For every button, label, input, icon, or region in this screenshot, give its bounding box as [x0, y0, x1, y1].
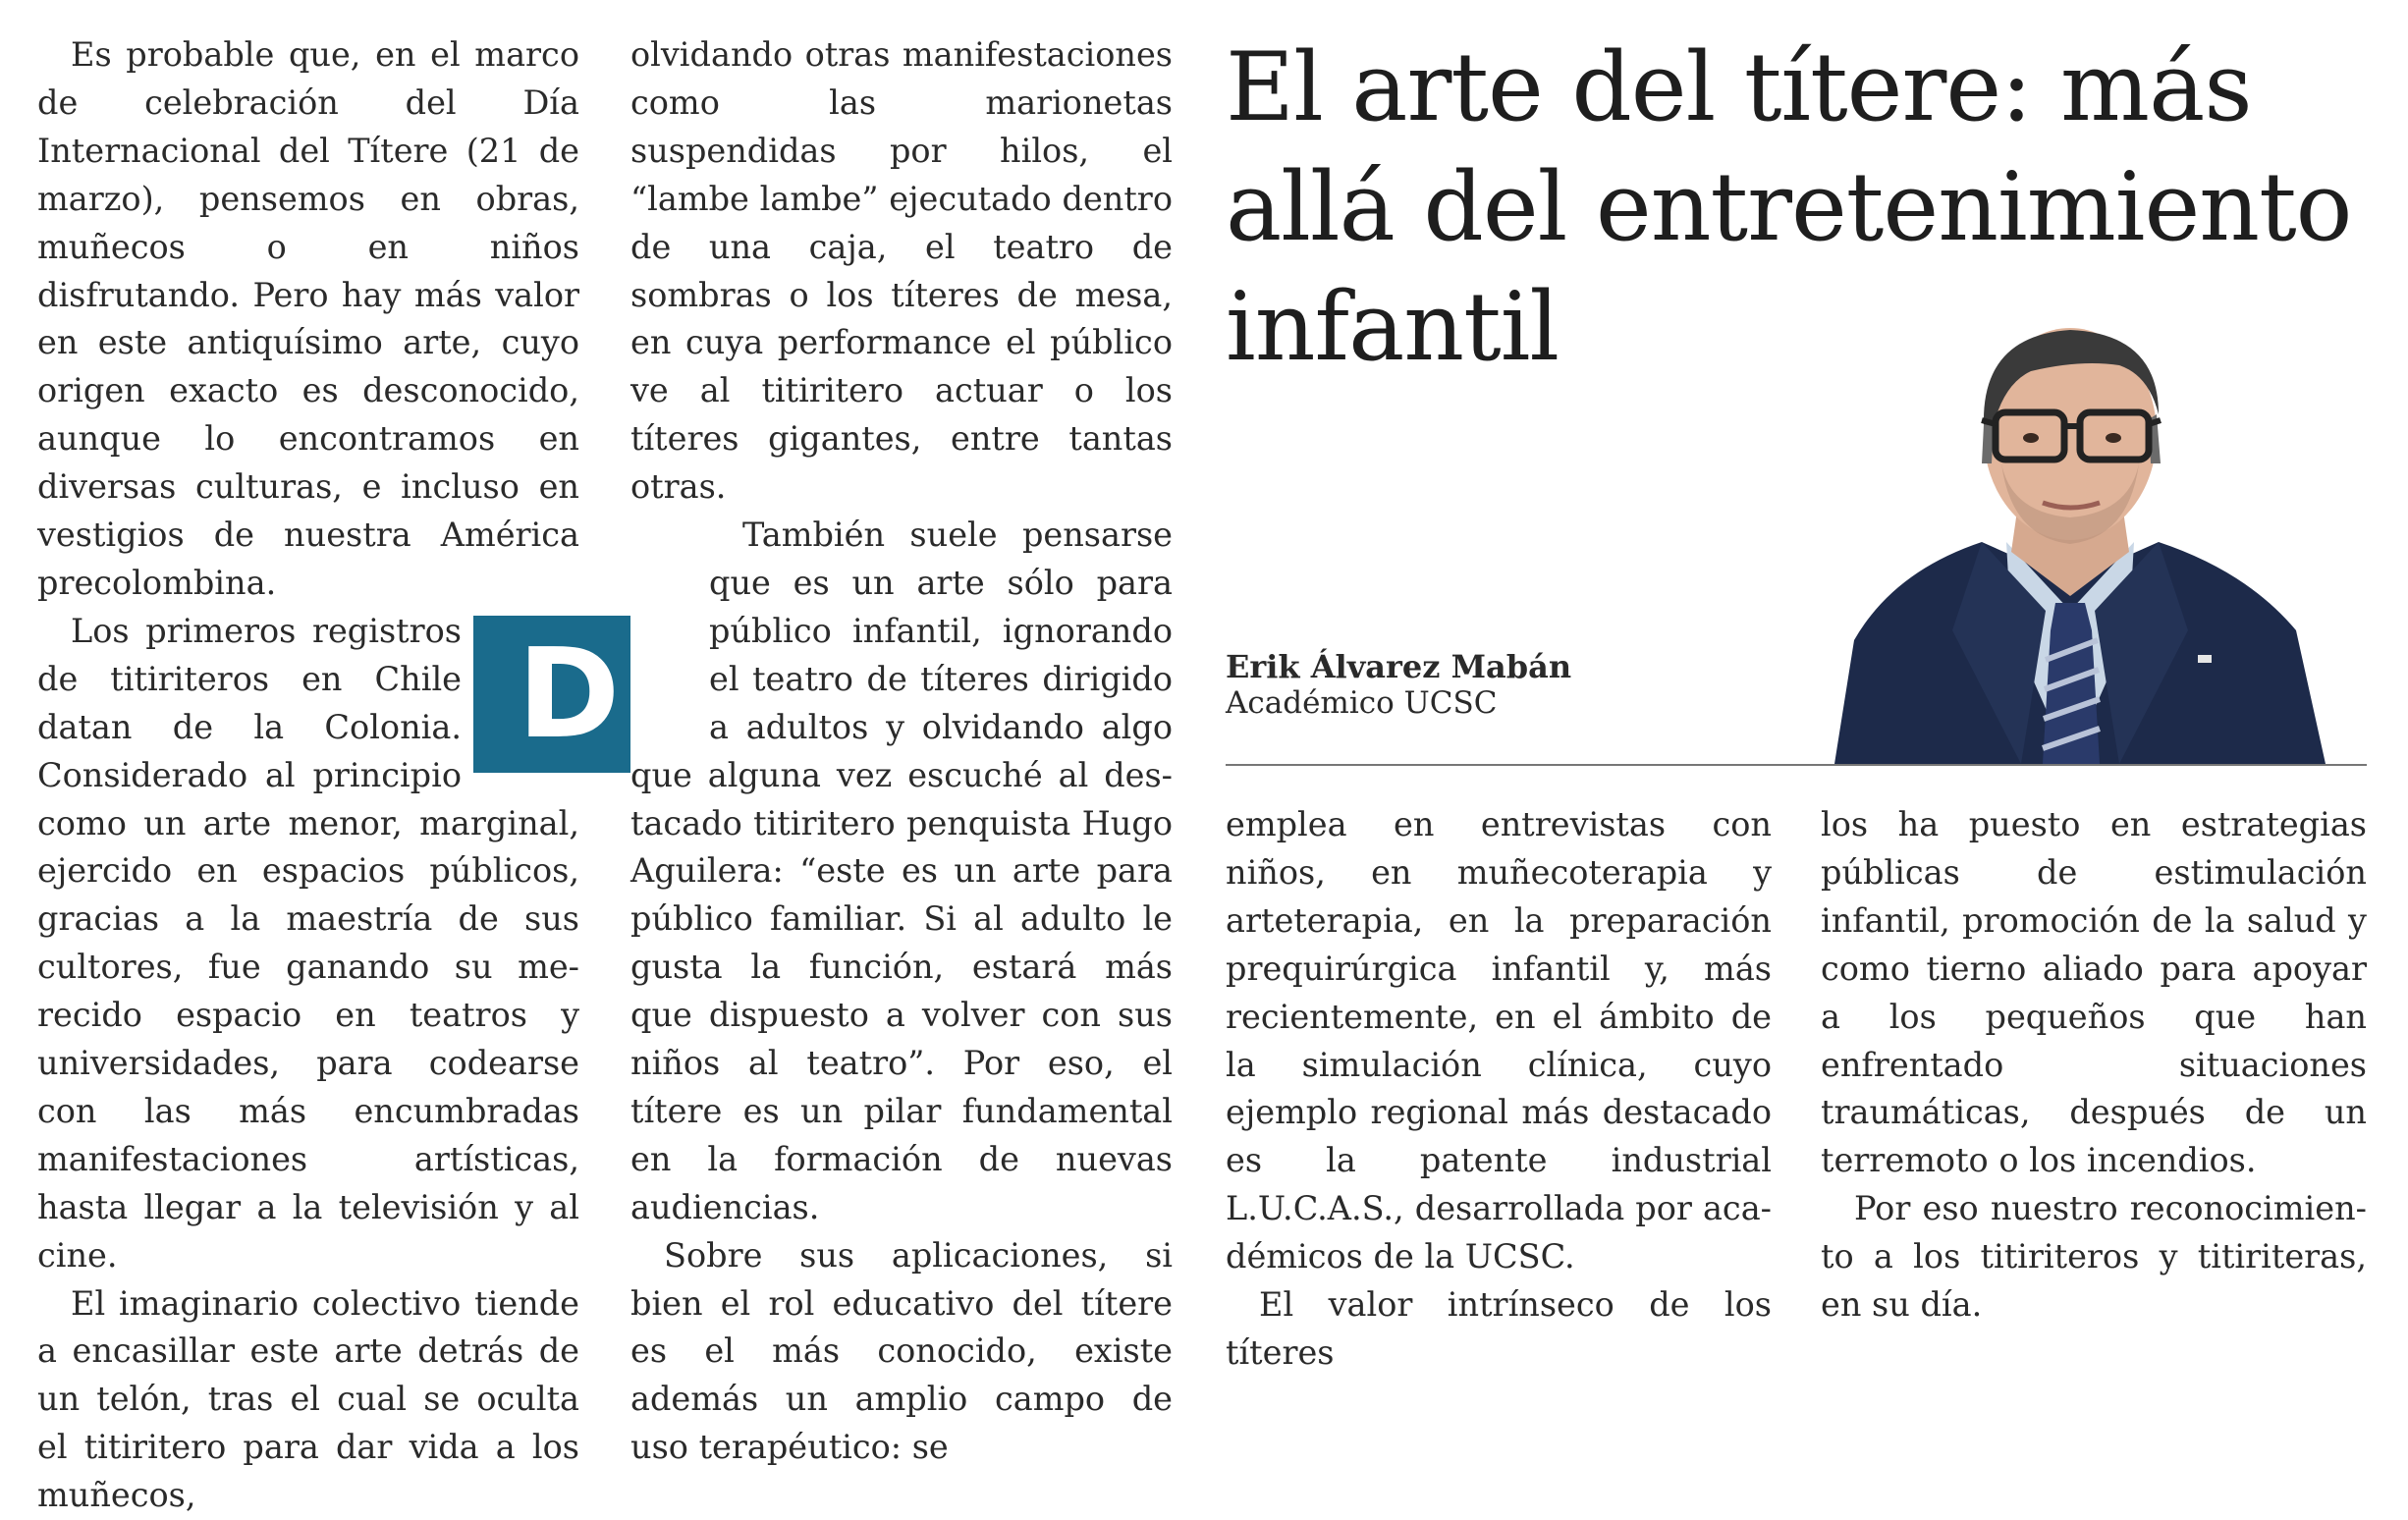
- article-column-1: [37, 31, 621, 1520]
- paragraph: D Los primeros registros de titiriteros en Chile datan de la Colonia. Considerado al principio como un arte menor, marginal, ejercido en espacios públicos, gracias a la maestría de sus cultores, fue ganando su merecido espacio en teatros y universidades, para codearse con las más encumbradas manifestaciones artísticas, hasta llegar a la televisión y al cine.: [37, 608, 579, 1280]
- paragraph: El imaginario colectivo tiende a encasillar este arte detrás de un telón, tras el cual se oculta el titiritero para dar vida a los muñecos,: [37, 1283, 579, 1515]
- paragraph: emplea en entrevistas con niños, en muñecoterapia y arteterapia, en la preparación prequirúrgica infantil y, más recientemente, en el ámbito de la simulación clínica, cuyo ejemplo regional más destacado es la patente industrial L.U.C.A.S., desarrollada por académicos de la UCSC.: [1226, 805, 1772, 1276]
- paragraph: olvidando otras manifestaciones como las marionetas suspendidas por hilos, el “lambe lambe” ejecutado dentro de una caja, el teatro de sombras o los títeres de mesa, en cuya performance el público ve al titiritero actuar o los títeres gigantes, entre tantas otras.: [630, 35, 1173, 507]
- article-column-4: [1821, 801, 2367, 1330]
- article-column-2: [630, 31, 1173, 1472]
- paragraph: También suele pensarse que es un arte sólo para público infantil, ignorando el teatro de títeres dirigido a adultos y olvidando algo que alguna vez escuché al destacado titiritero penquista Hugo Aguilera: “este es un arte para público familiar. Si al adulto le gusta la función, estará más que dispuesto a volver con sus niños al teatro”. Por eso, el títere es un pilar fundamental en la formación de nuevas audiencias.: [630, 516, 1173, 1226]
- paragraph: los ha puesto en estrategias públicas de estimulación infantil, promoción de la salud y como tierno aliado para apoyar a los pequeños que han enfrentado situaciones traumáticas, después de un terremoto o los incendios.: [1821, 805, 2367, 1180]
- headline: El arte del títere: más allá del entretenimiento infantil: [1226, 32, 2352, 382]
- article-column-3: [1226, 801, 1772, 1378]
- paragraph: Por eso nuestro reconocimiento a los titiriteros y titiriteras, en su día.: [1821, 1189, 2367, 1325]
- dropcap-spacer: [630, 519, 709, 714]
- section-divider: [1226, 764, 2367, 766]
- author-role: Académico UCSC: [1226, 685, 1498, 721]
- paragraph: El valor intrínseco de los títeres: [1226, 1285, 1772, 1372]
- paragraph: Es probable que, en el marco de celebración del Día Internacional del Títere (21 de marzo), pensemos en obras, muñecos o en niños disfrutando. Pero hay más valor en este antiquísimo arte, cuyo origen exacto es desconocido, aunque lo encontramos en diversas culturas, e incluso en vestigios de nuestra América precolombina.: [37, 35, 579, 602]
- paragraph: Sobre sus aplicaciones, si bien el rol educativo del títere es el más conocido, existe además un amplio campo de uso terapéutico: se: [630, 1235, 1173, 1467]
- author-photo: [1834, 316, 2326, 764]
- dropcap: D: [473, 616, 630, 773]
- author-name: Erik Álvarez Mabán: [1226, 648, 1572, 685]
